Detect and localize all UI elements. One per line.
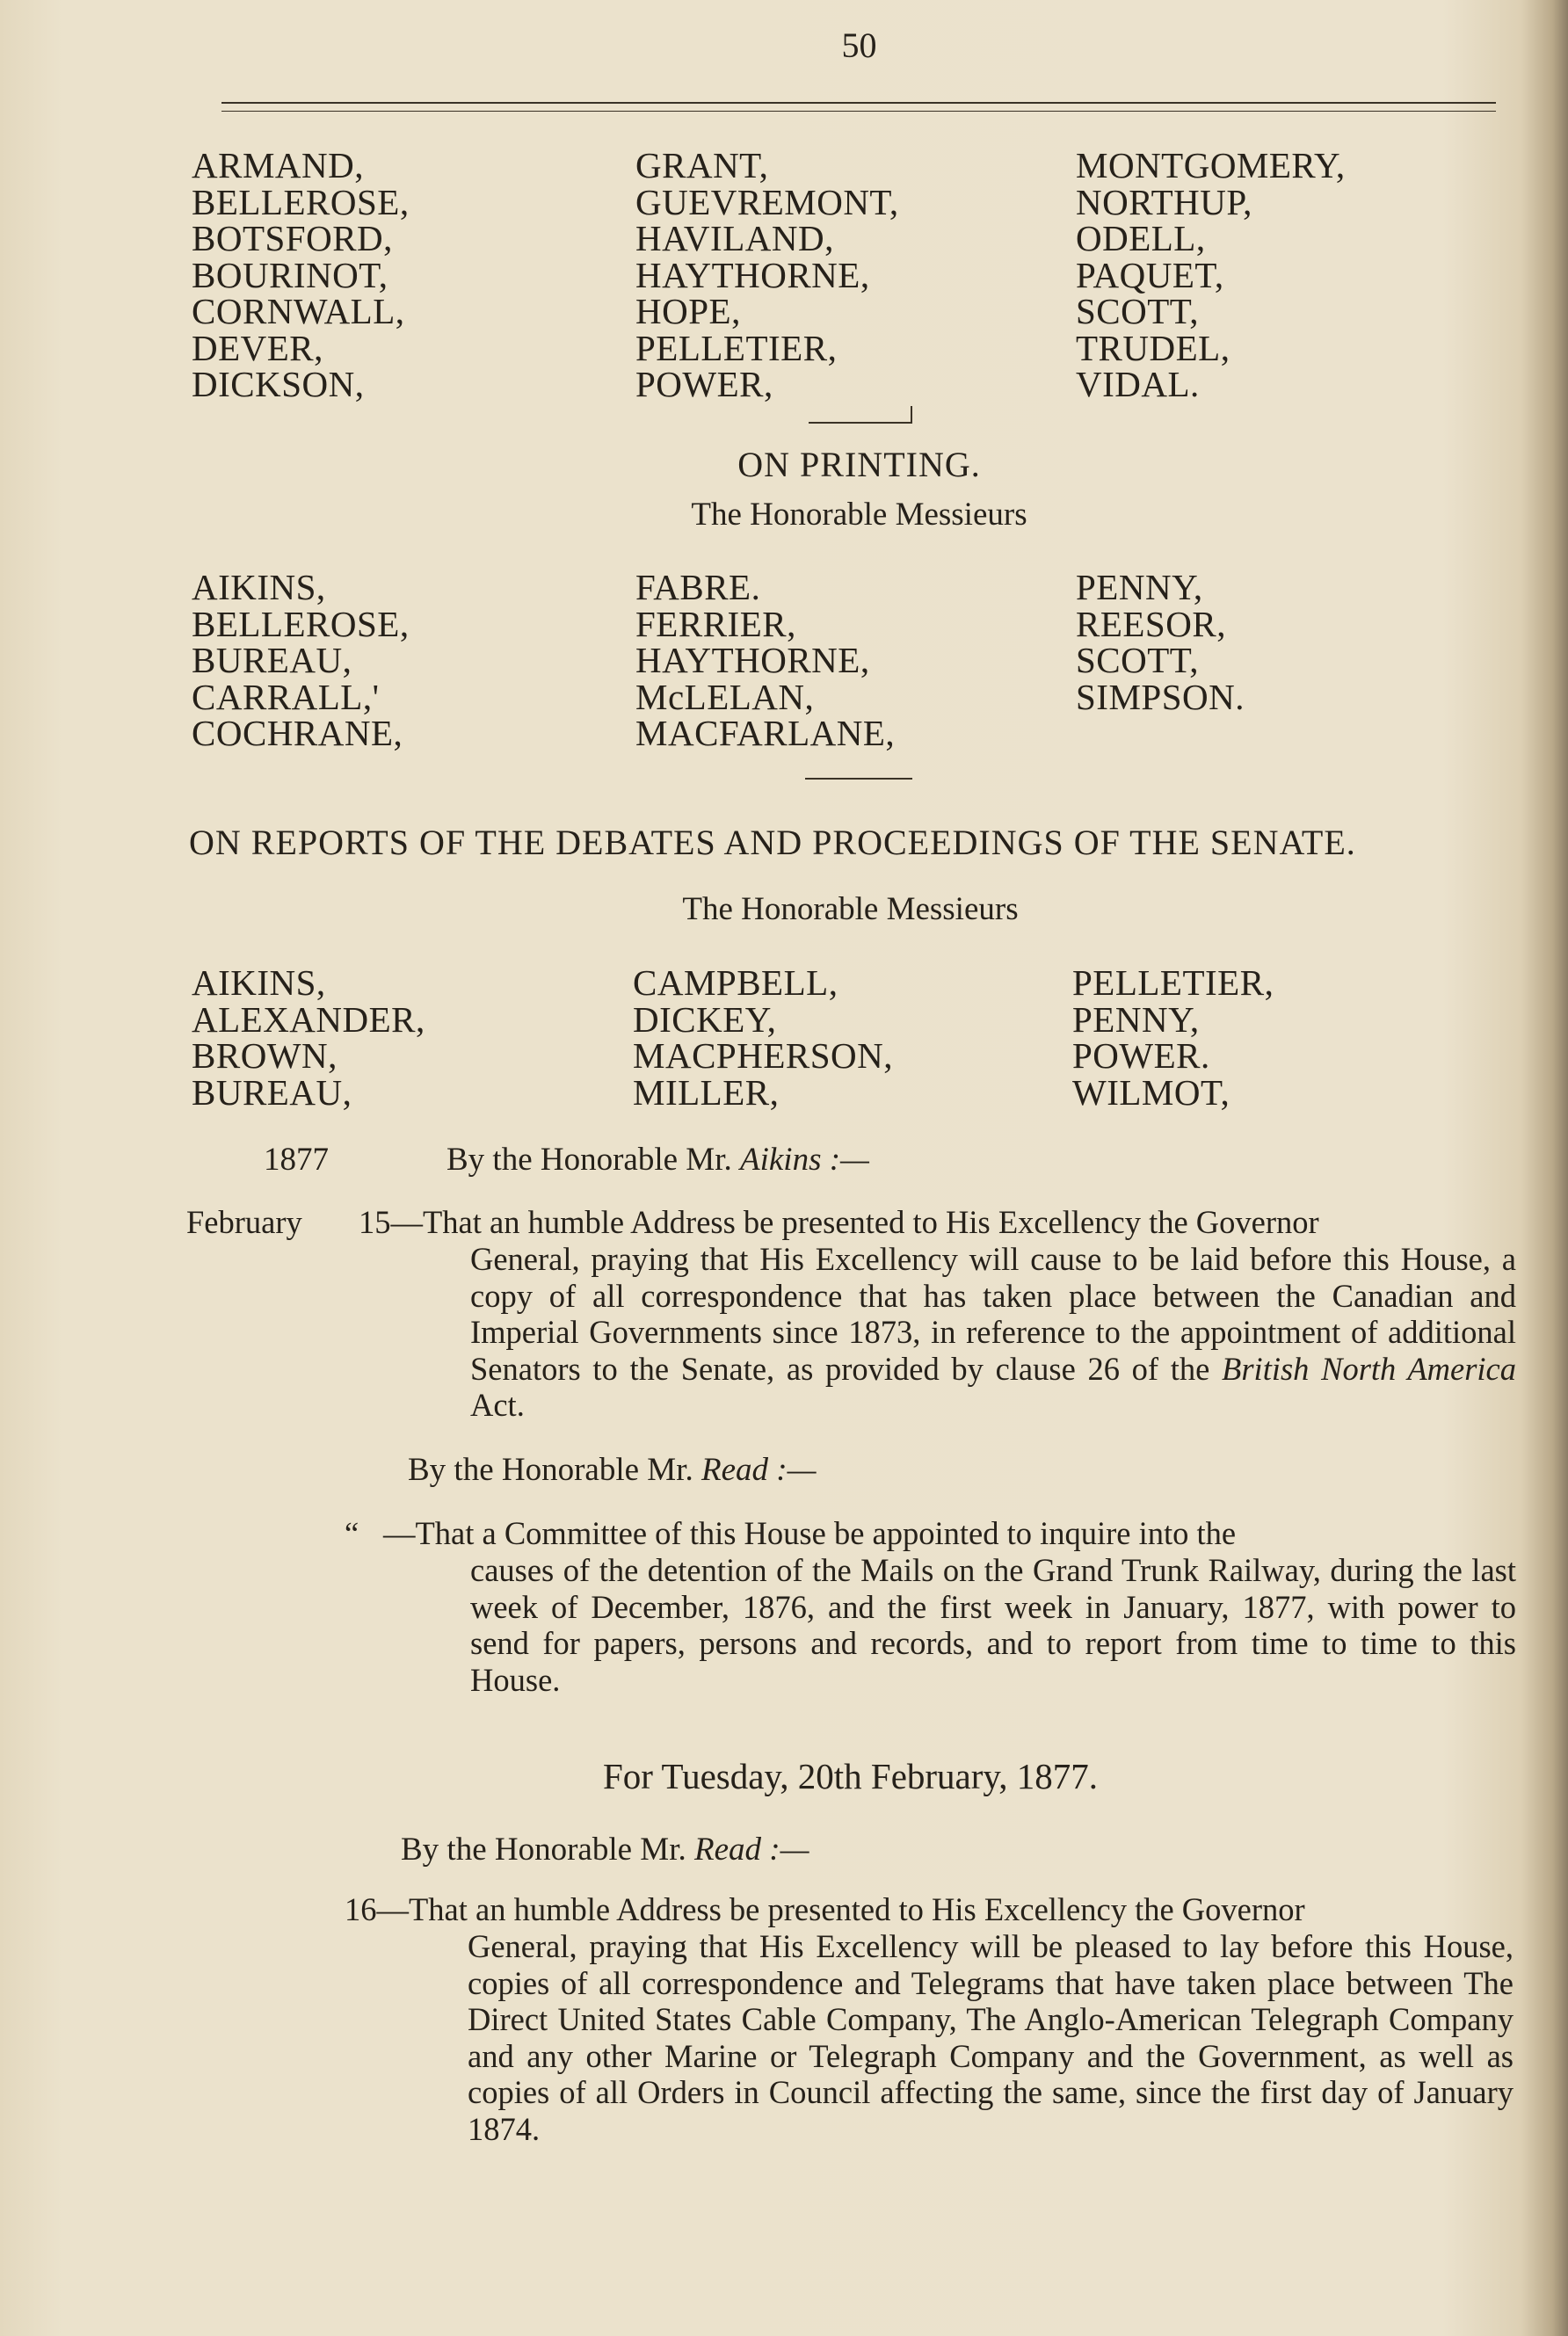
printing-column-2 — [635, 569, 895, 752]
member-name: BUREAU, — [192, 1071, 352, 1113]
member-name: GUEVREMONT, — [635, 181, 899, 222]
member-name: GRANT, — [635, 145, 769, 185]
member-name: HAYTHORNE, — [635, 254, 870, 295]
reports-column-2 — [633, 962, 893, 1113]
printing-heading: ON PRINTING. — [737, 445, 981, 484]
motion3-text-line1: That an humble Address be presented to His Excellency the Governor — [409, 1891, 1305, 1927]
motion3-by: By the Honorable Mr. — [401, 1832, 686, 1868]
member-name: VIDAL. — [1076, 364, 1200, 404]
member-name: WILMOT, — [1072, 1071, 1230, 1113]
member-name: ODELL, — [1076, 218, 1206, 258]
motion2-ditto: “ — [345, 1515, 359, 1551]
page-number: 50 — [841, 25, 877, 65]
member-name: AIKINS, — [192, 567, 326, 607]
committee1-column-3 — [1076, 145, 1346, 404]
member-name: MONTGOMERY, — [1076, 145, 1346, 185]
member-name: McLELAN, — [635, 676, 815, 717]
member-name: CAMPBELL, — [633, 962, 838, 1003]
member-name: POWER. — [1072, 1035, 1210, 1076]
printing-column-3 — [1076, 569, 1245, 715]
section-divider — [805, 778, 912, 780]
motion1-text-line1: That an humble Address be presented to His Excellency the Governor — [423, 1204, 1319, 1240]
member-name: MACFARLANE, — [635, 713, 896, 753]
section-heading: For Tuesday, 20th February, 1877. — [603, 1756, 1098, 1796]
motion3-mover-line — [401, 1831, 809, 1868]
motion2-mover: Read :— — [701, 1452, 817, 1488]
section-divider — [809, 422, 912, 424]
motion1-date — [186, 1204, 302, 1241]
motion2-text — [470, 1552, 1516, 1698]
member-name: SCOTT, — [1076, 640, 1200, 680]
member-name: SIMPSON. — [1076, 676, 1245, 717]
motion1-month: February — [186, 1204, 302, 1240]
motion1-text-b: Act. — [470, 1387, 525, 1423]
motion1-by: By the Honorable Mr. — [446, 1142, 732, 1178]
member-name: COCHRANE, — [192, 713, 403, 753]
motion1-first-line — [359, 1204, 1519, 1241]
member-name: AIKINS, — [192, 962, 326, 1003]
motion1-text-italic: British North America — [1222, 1350, 1516, 1387]
committee1-column-1 — [192, 145, 410, 404]
member-name: PENNY, — [1076, 567, 1203, 607]
member-name: CORNWALL, — [192, 291, 405, 331]
header-rule-thin — [221, 111, 1496, 112]
member-name: TRUDEL, — [1076, 327, 1230, 368]
printing-column-1 — [192, 569, 410, 752]
member-name: FABRE. — [635, 567, 761, 607]
motion1-text-a: General, praying that His Excellency will cause to be laid before this House, a copy of all correspondence that has taken place between the Canadian and Imperial Governments since 1873, in reference to the appointment of additional Senators to the Senate, as provided by clause 26 of the — [470, 1241, 1516, 1387]
reports-subtitle: The Honorable Messieurs — [682, 891, 1019, 927]
member-name: HAYTHORNE, — [635, 640, 870, 680]
member-name: PAQUET, — [1076, 254, 1224, 295]
motion1-mover-line — [446, 1141, 869, 1179]
divider-tick — [911, 406, 912, 424]
motion3-text-rest: General, praying that His Excellency will be pleased to lay before this House, copies of all correspondence and Telegrams that have taken place between The Direct United States Cable Company, The Anglo-American Telegraph Company and any other Marine or Telegraph Company and the Government, as well as copies of all Orders in Council affecting the same, since the first day of January 1874. — [468, 1928, 1514, 2147]
motion1-text — [470, 1241, 1516, 1424]
member-name: MILLER, — [633, 1071, 780, 1113]
member-name: SCOTT, — [1076, 291, 1200, 331]
member-name: MACPHERSON, — [633, 1035, 893, 1076]
member-name: CARRALL,' — [192, 676, 380, 717]
reports-column-1 — [192, 962, 425, 1113]
member-name: BROWN, — [192, 1035, 338, 1076]
reports-column-3 — [1072, 962, 1274, 1113]
member-name: ARMAND, — [192, 145, 364, 185]
motion1-mover: Aikins :— — [739, 1142, 869, 1178]
motion2-by: By the Honorable Mr. — [408, 1452, 693, 1488]
member-name: DICKSON, — [192, 364, 365, 404]
motion2-text-rest: causes of the detention of the Mails on the Grand Trunk Railway, during the last week of December, 1876, and the first week in January, 1877, with power to send for papers, persons and records, and to report from time to time to this House. — [470, 1552, 1516, 1698]
header-rule — [221, 102, 1496, 104]
printing-subtitle: The Honorable Messieurs — [691, 497, 1027, 533]
member-name: BOURINOT, — [192, 254, 388, 295]
member-name: BOTSFORD, — [192, 218, 393, 258]
member-name: REESOR, — [1076, 603, 1226, 644]
member-name: PENNY, — [1072, 998, 1200, 1040]
member-name: PELLETIER, — [635, 327, 838, 368]
motion2-mover-line — [408, 1451, 816, 1489]
member-name: BELLEROSE, — [192, 603, 410, 644]
motion3-text — [468, 1928, 1514, 2147]
member-name: POWER, — [635, 364, 773, 404]
motion3-day: 16— — [345, 1891, 409, 1927]
member-name: BELLEROSE, — [192, 181, 410, 222]
member-name: HAVILAND, — [635, 218, 834, 258]
member-name: FERRIER, — [635, 603, 796, 644]
member-name: HOPE, — [635, 291, 741, 331]
motion1-day: 15— — [359, 1204, 423, 1240]
committee1-column-2 — [635, 145, 899, 404]
reports-heading: ON REPORTS OF THE DEBATES AND PROCEEDINGS OF THE SENATE. — [189, 823, 1356, 862]
member-name: DICKEY, — [633, 998, 777, 1040]
motion3-mover: Read :— — [693, 1832, 809, 1868]
member-name: BUREAU, — [192, 640, 352, 680]
motion3-first-line — [345, 1891, 1514, 1928]
motion1-year: 1877 — [264, 1142, 329, 1178]
member-name: ALEXANDER, — [192, 998, 425, 1040]
member-name: NORTHUP, — [1076, 181, 1252, 222]
member-name: DEVER, — [192, 327, 323, 368]
motion2-text-line1: —That a Committee of this House be appointed to inquire into the — [383, 1515, 1237, 1551]
member-name: PELLETIER, — [1072, 962, 1274, 1003]
